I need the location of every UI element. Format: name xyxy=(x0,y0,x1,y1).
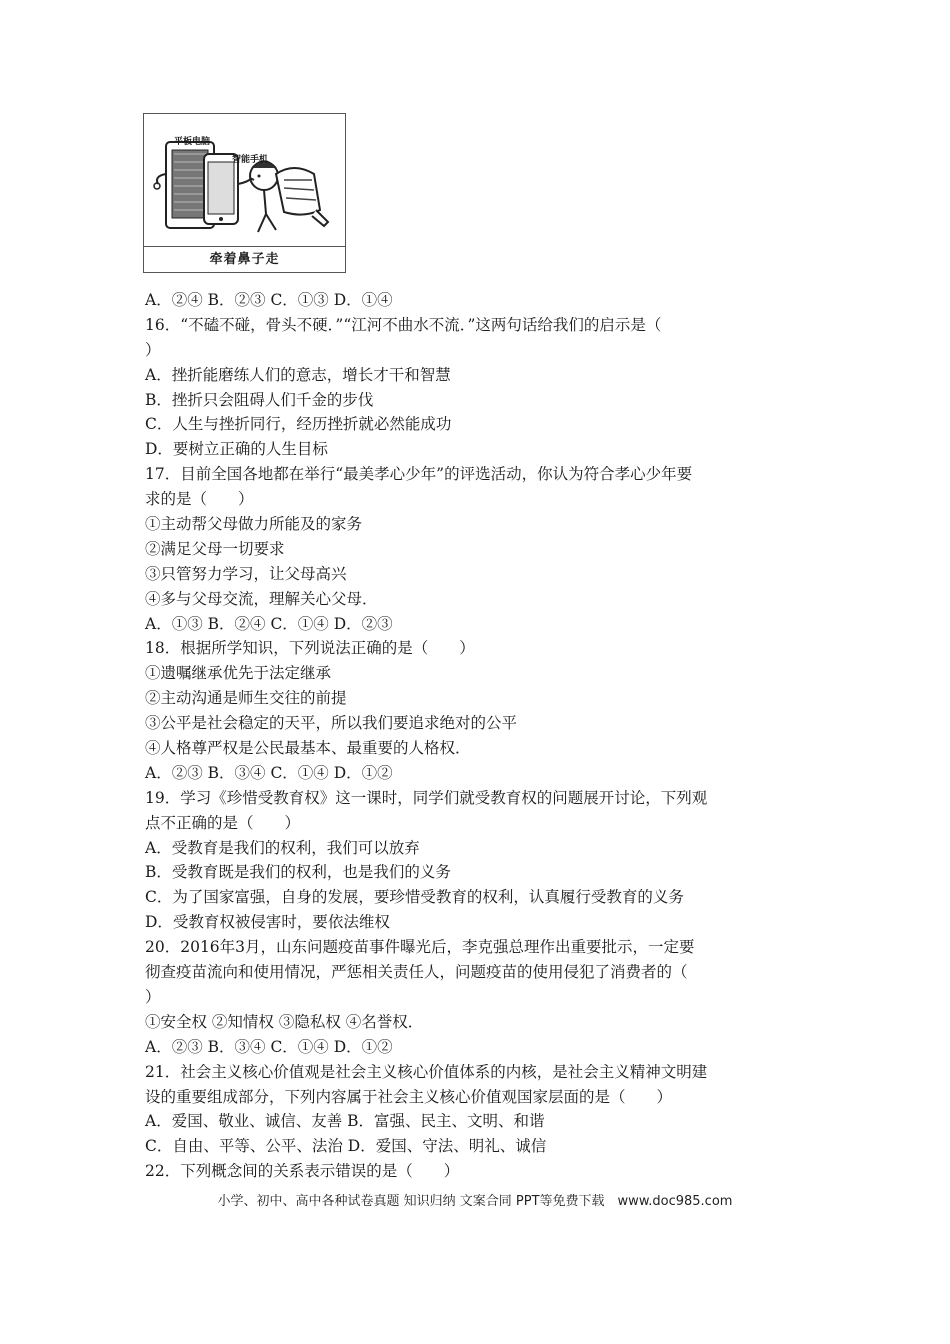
text-line: 16．“不磕不碰，骨头不硬．”“江河不曲水不流．”这两句话给我们的启示是（ xyxy=(145,315,662,334)
text-line: 17．目前全国各地都在举行“最美孝心少年”的评选活动，你认为符合孝心少年要 xyxy=(145,465,693,484)
figure-caption: 牵着鼻子走 xyxy=(144,246,345,272)
text-line: 21．社会主义核心价值观是社会主义核心价值体系的内核，是社会主义精神文明建 xyxy=(145,1062,708,1081)
text-line: ②主动沟通是师生交往的前提 xyxy=(145,689,347,708)
text-line: ③只管努力学习，让父母高兴 xyxy=(145,564,347,583)
text-line: A．挫折能磨练人们的意志，增长才干和智慧 xyxy=(145,365,451,384)
text-line: C．自由、平等、公平、法治 D．爱国、守法、明礼、诚信 xyxy=(145,1137,547,1156)
page-footer: 小学、初中、高中各种试卷真题 知识归纳 文案合同 PPT等免费下载 www.doc985.com xyxy=(217,1194,733,1209)
text-line: C．人生与挫折同行，经历挫折就必然能成功 xyxy=(145,415,452,434)
label-phone: 智能手机 xyxy=(232,155,269,165)
text-line: C．为了国家富强，自身的发展，要珍惜受教育的权利，认真履行受教育的义务 xyxy=(145,888,684,907)
text-line: A．①③ B．②④ C．①④ D．②③ xyxy=(145,614,393,633)
text-line: ①遗嘱继承优先于法定继承 xyxy=(145,664,332,683)
text-line: ①主动帮父母做力所能及的家务 xyxy=(145,515,363,534)
text-line: 点不正确的是（ ） xyxy=(145,813,301,832)
text-line: 设的重要组成部分，下列内容属于社会主义核心价值观国家层面的是（ ） xyxy=(145,1087,673,1106)
text-line: 20．2016年3月，山东问题疫苗事件曝光后，李克强总理作出重要批示，一定要 xyxy=(145,938,695,957)
text-line: D．要树立正确的人生目标 xyxy=(145,440,328,459)
text-line: A．②④ B．②③ C．①③ D．①④ xyxy=(145,291,393,309)
text-line: ） xyxy=(145,987,161,1006)
text-line: 18．根据所学知识，下列说法正确的是（ ） xyxy=(145,639,475,658)
text-line: B．受教育既是我们的权利，也是我们的义务 xyxy=(145,863,451,882)
text-line: A．受教育是我们的权利，我们可以放弃 xyxy=(145,838,420,857)
text-line: B．挫折只会阻碍人们千金的步伐 xyxy=(145,390,374,409)
text-line: A．②③ B．③④ C．①④ D．①② xyxy=(145,1037,393,1056)
text-line: ④人格尊严权是公民最基本、最重要的人格权． xyxy=(145,739,471,758)
text-line: A．爱国、敬业、诚信、友善 B．富强、民主、文明、和谐 xyxy=(145,1112,545,1131)
text-line: ③公平是社会稳定的天平，所以我们要追求绝对的公平 xyxy=(145,714,518,733)
question-text xyxy=(145,288,825,1184)
text-line: 19．学习《珍惜受教育权》这一课时，同学们就受教育权的问题展开讨论，下列观 xyxy=(145,788,708,807)
text-line: 彻查疫苗流向和使用情况，严惩相关责任人，问题疫苗的使用侵犯了消费者的（ xyxy=(145,963,688,982)
text-line: ①安全权 ②知情权 ③隐私权 ④名誉权． xyxy=(145,1012,424,1031)
text-line: 求的是（ ） xyxy=(145,490,254,509)
text-line: A．②③ B．③④ C．①④ D．①② xyxy=(145,763,393,782)
text-line: ②满足父母一切要求 xyxy=(145,539,285,558)
text-line: D．受教育权被侵害时，要依法维权 xyxy=(145,913,390,932)
text-line: 22．下列概念间的关系表示错误的是（ ） xyxy=(145,1162,460,1181)
text-line: ） xyxy=(145,340,161,359)
text-line: ④多与父母交流，理解关心父母． xyxy=(145,589,378,608)
label-tablet: 平板电脑 xyxy=(174,137,211,147)
cartoon-figure xyxy=(143,113,346,273)
